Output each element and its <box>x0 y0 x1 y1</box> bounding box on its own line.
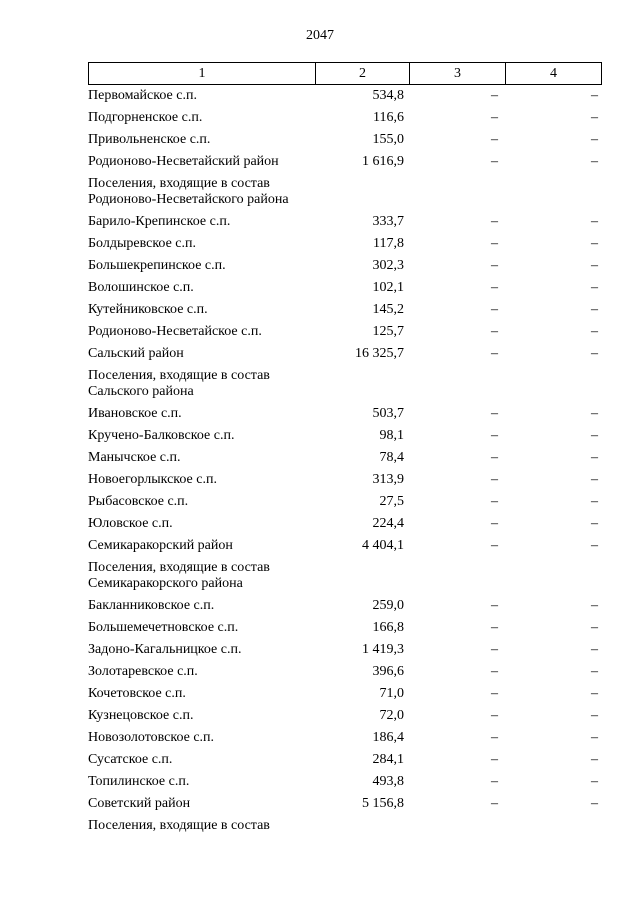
row-value-col4: – <box>591 598 598 613</box>
row-value-col2: 493,8 <box>372 774 404 789</box>
row-value-col3: – <box>491 132 498 147</box>
table-row <box>88 560 598 598</box>
row-value-col3: – <box>491 406 498 421</box>
row-value-col4: – <box>591 774 598 789</box>
row-value-col3: – <box>491 88 498 103</box>
table-row <box>88 406 598 428</box>
row-value-col2: 71,0 <box>379 686 404 701</box>
row-name: Топилинское с.п. <box>88 774 190 789</box>
table-row <box>88 686 598 708</box>
row-name: Рыбасовское с.п. <box>88 494 189 509</box>
row-name: Родионово-Несветайское с.п. <box>88 324 262 339</box>
row-name: Сусатское с.п. <box>88 752 173 767</box>
table-row <box>88 368 598 406</box>
row-value-col2: 4 404,1 <box>362 538 404 553</box>
row-value-col2: 5 156,8 <box>362 796 404 811</box>
row-value-col4: – <box>591 730 598 745</box>
row-name: Большекрепинское с.п. <box>88 258 226 273</box>
row-value-col2: 78,4 <box>379 450 404 465</box>
row-value-col2: 186,4 <box>372 730 404 745</box>
row-name: Юловское с.п. <box>88 516 173 531</box>
row-value-col4: – <box>591 796 598 811</box>
row-name: Новозолотовское с.п. <box>88 730 215 745</box>
row-value-col4: – <box>591 428 598 443</box>
row-value-col3: – <box>491 154 498 169</box>
column-header-2: 2 <box>316 63 410 85</box>
row-value-col3: – <box>491 110 498 125</box>
table-row <box>88 472 598 494</box>
row-value-col2: 116,6 <box>373 110 404 125</box>
row-name: Ивановское с.п. <box>88 406 182 421</box>
row-name: Кручено-Балковское с.п. <box>88 428 235 443</box>
row-value-col4: – <box>591 258 598 273</box>
row-value-col2: 224,4 <box>372 516 404 531</box>
row-value-col3: – <box>491 730 498 745</box>
row-name: Волошинское с.п. <box>88 280 194 295</box>
row-name: Задоно-Кагальницкое с.п. <box>88 642 242 657</box>
row-value-col3: – <box>491 280 498 295</box>
row-name: Привольненское с.п. <box>88 132 211 147</box>
row-value-col4: – <box>591 132 598 147</box>
row-value-col2: 1 616,9 <box>362 154 404 169</box>
row-value-col3: – <box>491 686 498 701</box>
table-row <box>88 324 598 346</box>
row-value-col4: – <box>591 752 598 767</box>
row-value-col2: 503,7 <box>372 406 404 421</box>
row-value-col4: – <box>591 642 598 657</box>
row-value-col2: 1 419,3 <box>362 642 404 657</box>
table-row <box>88 620 598 642</box>
row-name: Болдыревское с.п. <box>88 236 197 251</box>
row-value-col2: 98,1 <box>379 428 404 443</box>
row-value-col2: 102,1 <box>372 280 404 295</box>
row-value-col3: – <box>491 214 498 229</box>
row-value-col2: 72,0 <box>379 708 404 723</box>
column-header-4: 4 <box>506 63 602 85</box>
table-row <box>88 664 598 686</box>
table-row <box>88 708 598 730</box>
table-row <box>88 516 598 538</box>
row-value-col3: – <box>491 324 498 339</box>
row-name: Кузнецовское с.п. <box>88 708 194 723</box>
row-value-col3: – <box>491 346 498 361</box>
table-row <box>88 302 598 324</box>
row-value-col3: – <box>491 620 498 635</box>
column-header-3: 3 <box>410 63 506 85</box>
row-value-col4: – <box>591 88 598 103</box>
row-value-col4: – <box>591 324 598 339</box>
row-name: Поселения, входящие в состав Родионово-Несветайского района <box>88 176 289 207</box>
row-value-col4: – <box>591 686 598 701</box>
row-value-col3: – <box>491 236 498 251</box>
table-row <box>88 280 598 302</box>
row-name: Сальский район <box>88 346 184 361</box>
row-value-col4: – <box>591 538 598 553</box>
row-value-col4: – <box>591 620 598 635</box>
row-value-col2: 155,0 <box>372 132 404 147</box>
row-value-col2: 302,3 <box>372 258 404 273</box>
row-value-col3: – <box>491 258 498 273</box>
table-row <box>88 450 598 472</box>
row-value-col3: – <box>491 516 498 531</box>
row-value-col3: – <box>491 598 498 613</box>
row-value-col3: – <box>491 428 498 443</box>
row-name: Золотаревское с.п. <box>88 664 198 679</box>
table-row <box>88 538 598 560</box>
row-value-col4: – <box>591 302 598 317</box>
column-header-1: 1 <box>89 63 316 85</box>
row-value-col4: – <box>591 110 598 125</box>
row-name: Бакланниковское с.п. <box>88 598 215 613</box>
row-value-col2: 313,9 <box>372 472 404 487</box>
row-value-col3: – <box>491 664 498 679</box>
row-value-col2: 16 325,7 <box>355 346 404 361</box>
table-row <box>88 774 598 796</box>
row-value-col2: 125,7 <box>372 324 404 339</box>
table-row <box>88 154 598 176</box>
row-name: Большемечетновское с.п. <box>88 620 239 635</box>
row-value-col3: – <box>491 472 498 487</box>
table-row <box>88 214 598 236</box>
table-row <box>88 598 598 620</box>
row-name: Новоегорлыкское с.п. <box>88 472 217 487</box>
column-header-row <box>89 63 602 85</box>
row-value-col4: – <box>591 494 598 509</box>
row-name: Родионово-Несветайский район <box>88 154 279 169</box>
row-value-col4: – <box>591 516 598 531</box>
row-name: Поселения, входящие в состав Сальского района <box>88 368 270 399</box>
table-row <box>88 132 598 154</box>
row-value-col2: 396,6 <box>372 664 404 679</box>
row-name: Кутейниковское с.п. <box>88 302 208 317</box>
row-value-col3: – <box>491 494 498 509</box>
table-row <box>88 258 598 280</box>
row-name: Поселения, входящие в состав <box>88 818 270 833</box>
row-value-col4: – <box>591 236 598 251</box>
table-row <box>88 796 598 818</box>
column-header-table <box>88 62 602 85</box>
table-body <box>88 88 598 840</box>
row-value-col2: 145,2 <box>372 302 404 317</box>
row-value-col3: – <box>491 796 498 811</box>
table-row <box>88 642 598 664</box>
row-value-col4: – <box>591 280 598 295</box>
page-number: 2047 <box>306 28 334 43</box>
row-value-col3: – <box>491 774 498 789</box>
table-row <box>88 88 598 110</box>
row-name: Кочетовское с.п. <box>88 686 186 701</box>
row-name: Семикаракорский район <box>88 538 233 553</box>
row-value-col2: 284,1 <box>372 752 404 767</box>
row-name: Манычское с.п. <box>88 450 181 465</box>
table-row <box>88 752 598 774</box>
table-row <box>88 176 598 214</box>
table-row <box>88 110 598 132</box>
row-value-col3: – <box>491 708 498 723</box>
table-row <box>88 730 598 752</box>
row-value-col2: 117,8 <box>373 236 404 251</box>
row-name: Подгорненское с.п. <box>88 110 203 125</box>
row-value-col4: – <box>591 154 598 169</box>
row-value-col2: 27,5 <box>379 494 404 509</box>
row-value-col4: – <box>591 214 598 229</box>
row-value-col4: – <box>591 406 598 421</box>
row-value-col2: 259,0 <box>372 598 404 613</box>
row-value-col4: – <box>591 450 598 465</box>
table-row <box>88 236 598 258</box>
table-row <box>88 818 598 840</box>
row-name: Барило-Крепинское с.п. <box>88 214 231 229</box>
row-value-col2: 166,8 <box>372 620 404 635</box>
row-value-col4: – <box>591 664 598 679</box>
table-row <box>88 428 598 450</box>
table-row <box>88 346 598 368</box>
table-row <box>88 494 598 516</box>
row-value-col4: – <box>591 708 598 723</box>
row-name: Поселения, входящие в состав Семикаракорского района <box>88 560 270 591</box>
row-value-col3: – <box>491 538 498 553</box>
row-value-col2: 534,8 <box>372 88 404 103</box>
row-value-col4: – <box>591 472 598 487</box>
row-value-col2: 333,7 <box>372 214 404 229</box>
row-name: Первомайское с.п. <box>88 88 197 103</box>
row-value-col3: – <box>491 302 498 317</box>
row-name: Советский район <box>88 796 191 811</box>
row-value-col4: – <box>591 346 598 361</box>
row-value-col3: – <box>491 450 498 465</box>
row-value-col3: – <box>491 642 498 657</box>
row-value-col3: – <box>491 752 498 767</box>
